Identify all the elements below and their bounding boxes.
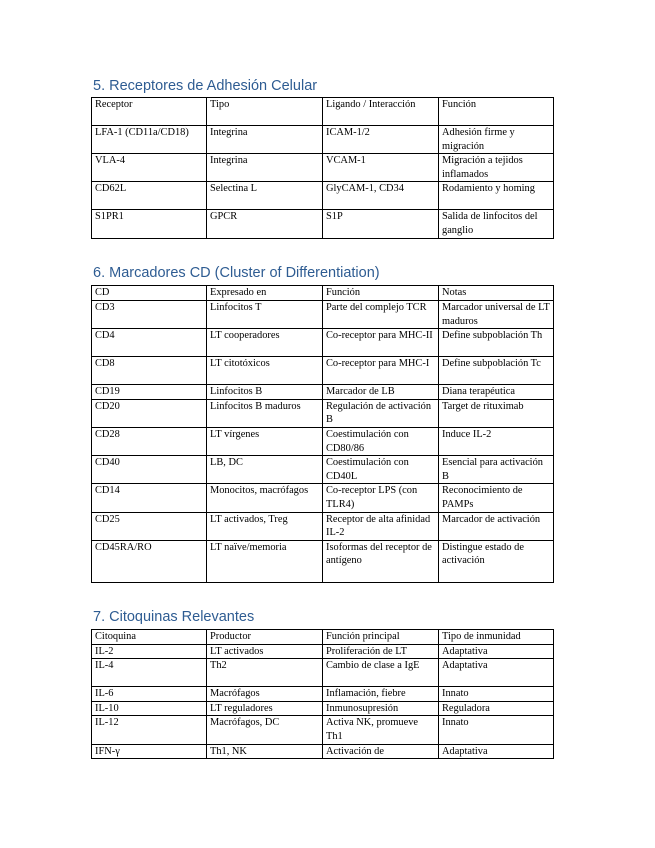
table-cell: Th2: [207, 659, 323, 687]
table-cell: Co-receptor para MHC-II: [323, 329, 439, 357]
table-cell: Marcador universal de LT maduros: [439, 301, 554, 329]
table-row: [92, 644, 554, 659]
table-cell: CD45RA/RO: [92, 540, 207, 582]
table-cell: IL-4: [92, 659, 207, 687]
table-cell: LFA-1 (CD11a/CD18): [92, 126, 207, 154]
table-cell: LT activados: [207, 644, 323, 659]
table-cell: Migración a tejidos inflamados: [439, 154, 554, 182]
table-cell: Innato: [439, 716, 554, 744]
table-cell: LB, DC: [207, 456, 323, 484]
cd-markers-table: [91, 285, 554, 583]
table-cell: Define subpoblación Th: [439, 329, 554, 357]
table-cell: IL-2: [92, 644, 207, 659]
table-cell: S1PR1: [92, 210, 207, 238]
table-cell: Rodamiento y homing: [439, 182, 554, 210]
table-cell: LT reguladores: [207, 701, 323, 716]
table-cell: Linfocitos B: [207, 385, 323, 400]
header-cell: Tipo de inmunidad: [439, 630, 554, 645]
table-row: [92, 701, 554, 716]
table-cell: Activa NK, promueve Th1: [323, 716, 439, 744]
table-cell: CD25: [92, 512, 207, 540]
table-cell: Selectina L: [207, 182, 323, 210]
table-cell: Integrina: [207, 126, 323, 154]
section-7-title: 7. Citoquinas Relevantes: [93, 609, 255, 625]
table-cell: Isoformas del receptor de antígeno: [323, 540, 439, 582]
table-cell: Macrófagos, DC: [207, 716, 323, 744]
table-row: [92, 385, 554, 400]
table-cell: GlyCAM-1, CD34: [323, 182, 439, 210]
table-row: [92, 716, 554, 744]
header-cell: Receptor: [92, 98, 207, 126]
table-cell: LT citotóxicos: [207, 357, 323, 385]
table-cell: VCAM-1: [323, 154, 439, 182]
header-cell: Productor: [207, 630, 323, 645]
table-row: [92, 456, 554, 484]
table-cell: Induce IL-2: [439, 427, 554, 455]
table-header-row: [92, 630, 554, 645]
table-cell: ICAM-1/2: [323, 126, 439, 154]
table-cell: CD40: [92, 456, 207, 484]
table-row: [92, 512, 554, 540]
table-header-row: [92, 286, 554, 301]
table-cell: Adaptativa: [439, 744, 554, 759]
table-cell: Salida de linfocitos del ganglio: [439, 210, 554, 238]
table-cell: Proliferación de LT: [323, 644, 439, 659]
table-row: [92, 540, 554, 582]
table-row: [92, 484, 554, 512]
table-cell: CD20: [92, 399, 207, 427]
table-row: [92, 301, 554, 329]
table-cell: Co-receptor LPS (con TLR4): [323, 484, 439, 512]
table-cell: Marcador de LB: [323, 385, 439, 400]
table-cell: CD19: [92, 385, 207, 400]
table-row: [92, 210, 554, 238]
table-cell: S1P: [323, 210, 439, 238]
table-cell: VLA-4: [92, 154, 207, 182]
table-cell: IFN-γ: [92, 744, 207, 759]
table-row: [92, 357, 554, 385]
table-cell: IL-6: [92, 687, 207, 702]
table-cell: Linfocitos T: [207, 301, 323, 329]
section-6-title: 6. Marcadores CD (Cluster of Differentiation): [93, 265, 380, 281]
adhesion-receptors-table: [91, 97, 554, 239]
table-cell: CD62L: [92, 182, 207, 210]
table-header-row: [92, 98, 554, 126]
header-cell: CD: [92, 286, 207, 301]
table-cell: GPCR: [207, 210, 323, 238]
table-cell: Adaptativa: [439, 659, 554, 687]
table-cell: Linfocitos B maduros: [207, 399, 323, 427]
table-cell: CD14: [92, 484, 207, 512]
table-cell: LT activados, Treg: [207, 512, 323, 540]
table-cell: Define subpoblación Tc: [439, 357, 554, 385]
cytokines-table: [91, 629, 554, 759]
table-cell: Macrófagos: [207, 687, 323, 702]
table-cell: Distingue estado de activación: [439, 540, 554, 582]
table-row: [92, 659, 554, 687]
table-cell: Integrina: [207, 154, 323, 182]
table-row: [92, 329, 554, 357]
table-cell: Parte del complejo TCR: [323, 301, 439, 329]
table-cell: Target de rituximab: [439, 399, 554, 427]
section-5-title: 5. Receptores de Adhesión Celular: [93, 78, 318, 94]
table-cell: CD28: [92, 427, 207, 455]
table-cell: Adhesión firme y migración: [439, 126, 554, 154]
table-cell: CD8: [92, 357, 207, 385]
table-cell: Cambio de clase a IgE: [323, 659, 439, 687]
header-cell: Ligando / Interacción: [323, 98, 439, 126]
table-row: [92, 687, 554, 702]
table-cell: Monocitos, macrófagos: [207, 484, 323, 512]
table-cell: LT naïve/memoria: [207, 540, 323, 582]
table-row: [92, 182, 554, 210]
header-cell: Función: [323, 286, 439, 301]
header-cell: Notas: [439, 286, 554, 301]
header-cell: Expresado en: [207, 286, 323, 301]
table-cell: Innato: [439, 687, 554, 702]
table-cell: Co-receptor para MHC-I: [323, 357, 439, 385]
table-cell: LT vírgenes: [207, 427, 323, 455]
table-cell: Th1, NK: [207, 744, 323, 759]
table-cell: Coestimulación con CD80/86: [323, 427, 439, 455]
table-cell: Regulación de activación B: [323, 399, 439, 427]
table-cell: Inmunosupresión: [323, 701, 439, 716]
table-cell: IL-10: [92, 701, 207, 716]
table-cell: Reconocimiento de PAMPs: [439, 484, 554, 512]
table-cell: Reguladora: [439, 701, 554, 716]
table-cell: Esencial para activación B: [439, 456, 554, 484]
table-row: [92, 744, 554, 759]
table-cell: Diana terapéutica: [439, 385, 554, 400]
table-cell: Activación de: [323, 744, 439, 759]
table-cell: CD4: [92, 329, 207, 357]
table-cell: Receptor de alta afinidad IL-2: [323, 512, 439, 540]
table-row: [92, 154, 554, 182]
table-cell: Adaptativa: [439, 644, 554, 659]
header-cell: Tipo: [207, 98, 323, 126]
table-cell: LT cooperadores: [207, 329, 323, 357]
header-cell: Función: [439, 98, 554, 126]
table-row: [92, 399, 554, 427]
table-cell: Inflamación, fiebre: [323, 687, 439, 702]
table-cell: CD3: [92, 301, 207, 329]
header-cell: Citoquina: [92, 630, 207, 645]
table-cell: Marcador de activación: [439, 512, 554, 540]
table-cell: IL-12: [92, 716, 207, 744]
table-cell: Coestimulación con CD40L: [323, 456, 439, 484]
header-cell: Función principal: [323, 630, 439, 645]
table-row: [92, 126, 554, 154]
table-row: [92, 427, 554, 455]
